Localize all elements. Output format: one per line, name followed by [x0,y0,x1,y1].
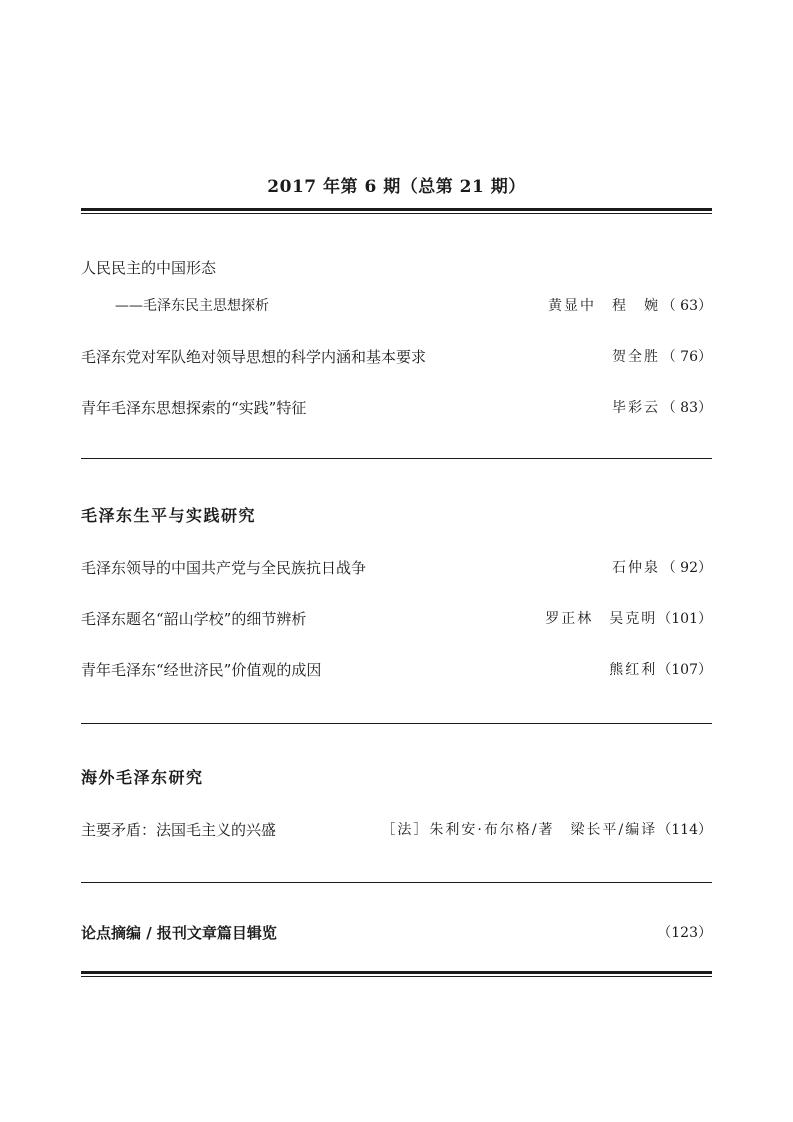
article-page: （ 76） [661,349,712,365]
article-row[interactable] [81,606,712,632]
digest-title: 论点摘编 / 报刊文章篇目辑览 [81,924,277,942]
article-subtitle-line[interactable] [81,293,712,319]
article-page: （101） [657,611,712,627]
article-byline [609,657,712,683]
digest-page: （123） [657,925,712,941]
article-title: 青年毛泽东思想探索的“实践”特征 [81,399,307,417]
section-divider [81,882,712,883]
section-heading: 海外毛泽东研究 [81,768,204,787]
section-heading: 毛泽东生平与实践研究 [81,506,257,525]
article-authors: 贺全胜 [612,349,660,365]
article-page: （ 83） [661,400,712,416]
article-title: 毛泽东题名“韶山学校”的细节辨析 [81,610,307,628]
article-title-line[interactable] [81,255,712,281]
article-page: （ 92） [661,560,712,576]
article-authors: 黄显中 程 婉 [548,298,660,314]
article-authors: 毕彩云 [612,400,660,416]
issue-title: 2017 年第 6 期（总第 21 期） [267,177,526,197]
section-divider [81,723,712,724]
article-row[interactable] [81,344,712,370]
article-byline [545,606,712,632]
article-title: 毛泽东领导的中国共产党与全民族抗日战争 [81,559,367,577]
article-byline [548,293,712,319]
article-authors: ［法］朱利安·布尔格/著 梁长平/编译 [381,822,658,838]
article-authors: 石仲泉 [612,560,660,576]
article-title: 毛泽东党对军队绝对领导思想的科学内涵和基本要求 [81,348,427,366]
article-title: 青年毛泽东“经世济民”价值观的成因 [81,661,322,679]
bottom-double-rule [81,971,712,977]
article-page: （ 63） [661,298,712,314]
article-byline [612,344,712,370]
section-divider [81,458,712,459]
article-row[interactable] [81,817,712,843]
article-page: （114） [657,822,712,838]
article-subtitle: ——毛泽东民主思想探析 [115,298,269,314]
article-row[interactable] [81,395,712,421]
article-row[interactable] [81,555,712,581]
article-title: 人民民主的中国形态 [81,259,217,277]
article-authors: 熊红利 [609,662,658,678]
article-title: 主要矛盾：法国毛主义的兴盛 [81,821,277,839]
article-authors: 罗正林 吴克明 [545,611,658,627]
article-byline [381,817,712,843]
top-double-rule [81,208,712,214]
article-byline [612,395,712,421]
article-page: （107） [657,662,712,678]
article-byline [612,555,712,581]
article-row[interactable] [81,657,712,683]
